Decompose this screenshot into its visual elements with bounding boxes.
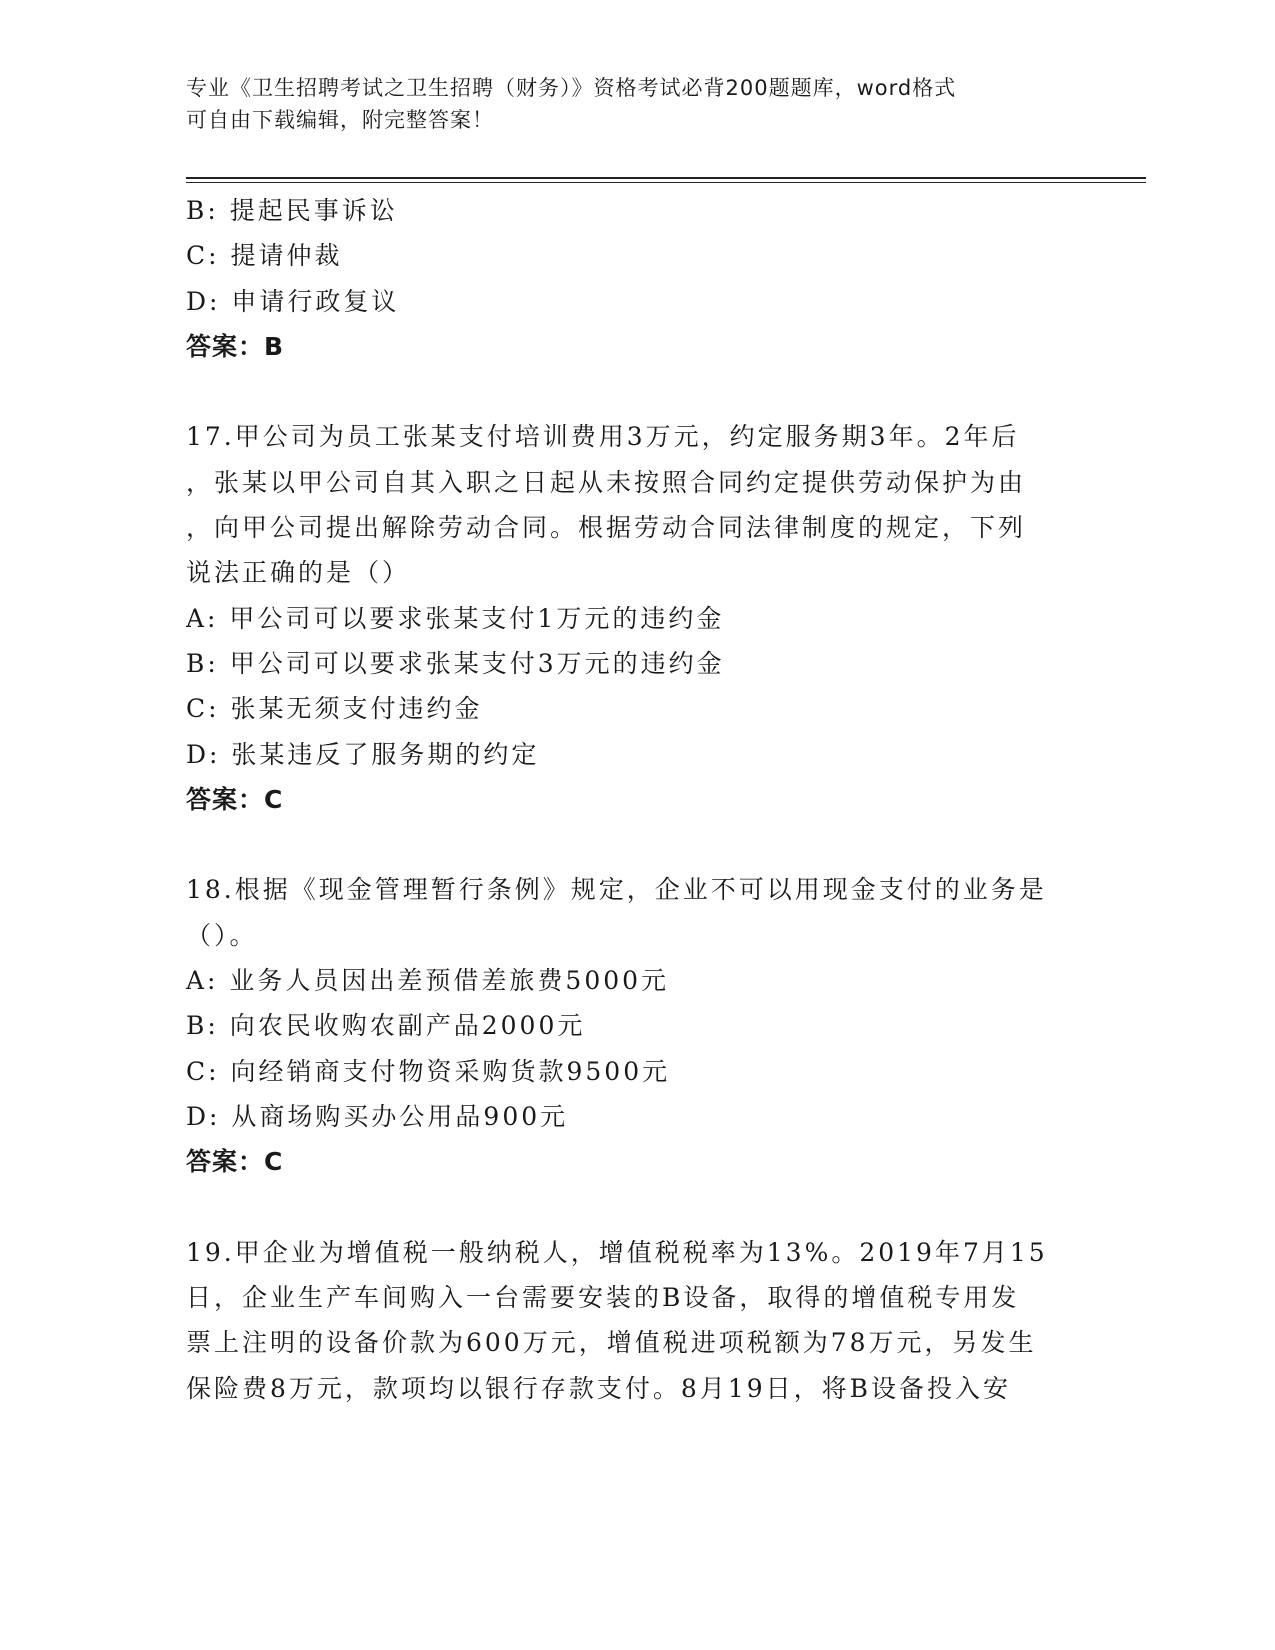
option-a: A: 业务人员因出差预借差旅费5000元 [186,966,670,996]
header-title-line-2: 可自由下载编辑，附完整答案！ [186,108,494,132]
spacer [186,369,1086,414]
question-16-continued [186,188,1086,369]
question-stem-line: ，向甲公司提出解除劳动合同。根据劳动合同法律制度的规定，下列 [186,513,1027,543]
option-a: A: 甲公司可以要求张某支付1万元的违约金 [186,603,725,633]
question-stem-line: （）。 [186,920,258,950]
question-content [186,188,1086,1411]
option-c: C: 张某无须支付违约金 [186,694,483,724]
option-c: C: 提请仲裁 [186,241,343,271]
spacer [186,822,1086,867]
question-19 [186,1230,1086,1411]
header-title-line-1: 专业《卫生招聘考试之卫生招聘（财务）》资格考试必背200题题库，word格式 [186,76,957,100]
option-c: C: 向经销商支付物资采购货款9500元 [186,1056,671,1086]
answer-line: 答案：B [186,331,285,361]
question-stem-line: ，张某以甲公司自其入职之日起从未按照合同约定提供劳动保护为由 [186,467,1027,497]
question-stem-line: 18.根据《现金管理暂行条例》规定，企业不可以用现金支付的业务是 [186,875,1047,905]
page-header [186,72,1066,136]
question-17 [186,414,1086,822]
answer-line: 答案：C [186,784,284,814]
option-d: D: 申请行政复议 [186,286,400,316]
header-rule-thick [186,177,1146,179]
question-stem-line: 19.甲企业为增值税一般纳税人，增值税税率为13%。2019年7月15 [186,1237,1048,1267]
question-18 [186,867,1086,1184]
option-d: D: 从商场购买办公用品900元 [186,1101,569,1131]
option-b: B: 提起民事诉讼 [186,196,398,225]
question-stem-line: 说法正确的是（） [186,558,411,588]
question-stem-line: 保险费8万元，款项均以银行存款支付。8月19日，将B设备投入安 [186,1373,1011,1403]
header-rule-thin [186,182,1146,183]
option-b: B: 甲公司可以要求张某支付3万元的违约金 [186,648,725,678]
option-b: B: 向农民收购农副产品2000元 [186,1011,586,1041]
spacer [186,1185,1086,1230]
answer-line: 答案：C [186,1147,284,1177]
question-stem-line: 17.甲公司为员工张某支付培训费用3万元，约定服务期3年。2年后 [186,422,1020,452]
question-stem-line: 日，企业生产车间购入一台需要安装的B设备，取得的增值税专用发 [186,1283,1020,1313]
option-d: D: 张某违反了服务期的约定 [186,739,540,769]
question-stem-line: 票上注明的设备价款为600万元，增值税进项税额为78万元，另发生 [186,1328,1037,1358]
